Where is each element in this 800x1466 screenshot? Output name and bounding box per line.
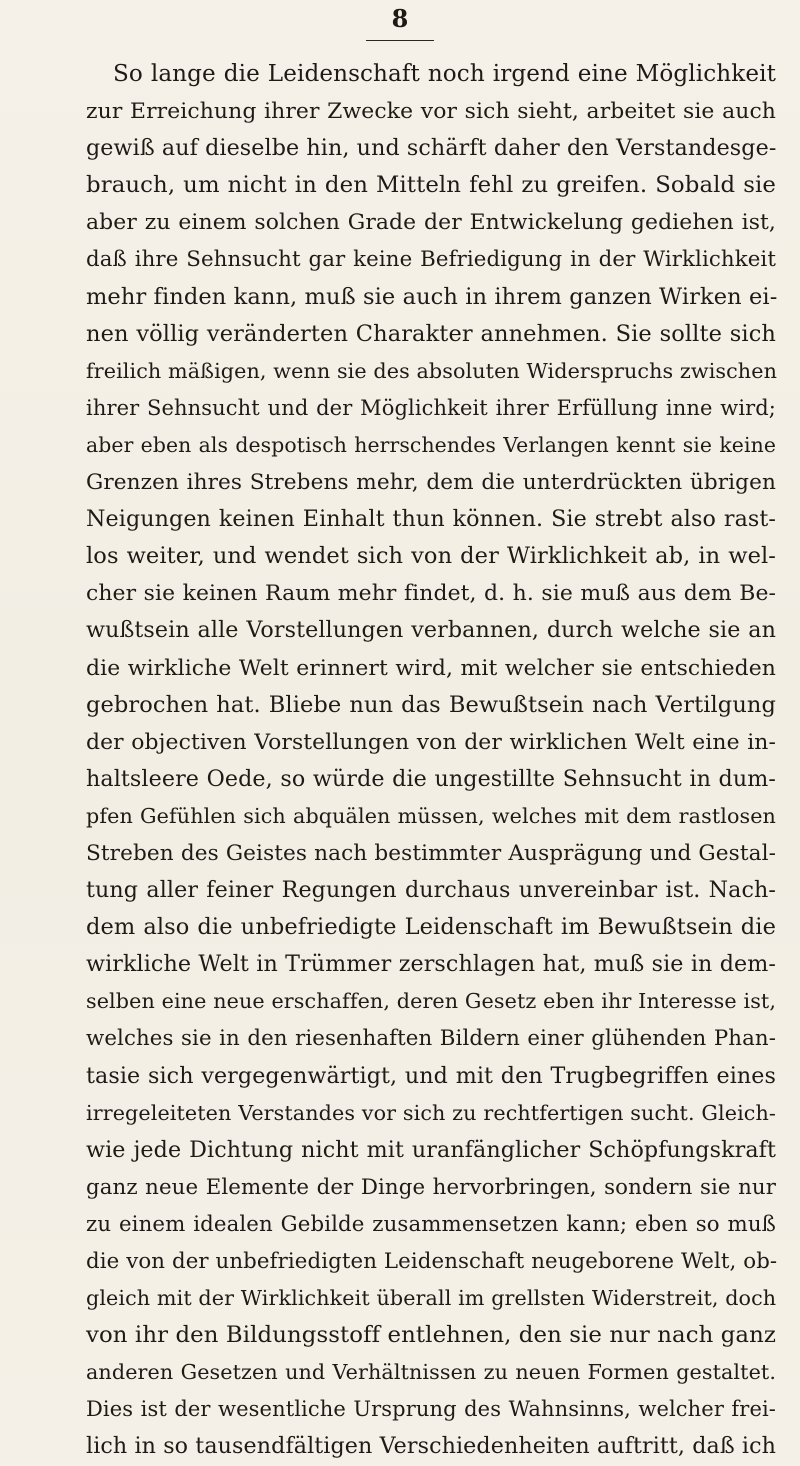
text-line: gleich mit der Wirklichkeit überall im grellsten Widerstreit, doch <box>86 1286 777 1311</box>
text-line: zu einem idealen Gebilde zusammensetzen kann; eben so muß <box>86 1211 776 1237</box>
text-line: aber zu einem solchen Grade der Entwickelung gediehen ist, <box>86 210 776 236</box>
text-line: brauch, um nicht in den Mitteln fehl zu greifen. Sobald sie <box>86 172 776 199</box>
text-line: pfen Gefühlen sich abquälen müssen, welches mit dem rastlosen <box>86 803 776 828</box>
text-line: wirkliche Welt in Trümmer zerschlagen hat, muß sie in dem- <box>86 951 776 978</box>
text-line: die von der unbefriedigten Leidenschaft neugeborene Welt, ob- <box>86 1249 778 1274</box>
text-line: los weiter, und wendet sich von der Wirklichkeit ab, in wel- <box>86 543 776 570</box>
text-line: nen völlig veränderten Charakter annehmen. Sie sollte sich <box>86 320 776 347</box>
text-line: Dies ist der wesentliche Ursprung des Wahnsinns, welcher frei- <box>86 1397 776 1422</box>
text-line: der objectiven Vorstellungen von der wirklichen Welt eine in- <box>86 729 776 755</box>
text-line: wußtsein alle Vorstellungen verbannen, durch welche sie an <box>86 617 776 644</box>
text-line: irregeleiteten Verstandes vor sich zu rechtfertigen sucht. Gleich- <box>86 1100 776 1125</box>
text-line: mehr finden kann, muß sie auch in ihrem ganzen Wirken ei- <box>86 283 778 310</box>
text-line: gewiß auf dieselbe hin, und schärft daher den Verstandesge- <box>86 135 777 162</box>
text-line: die wirkliche Welt erinnert wird, mit welcher sie entschieden <box>86 655 776 681</box>
text-line: ihrer Sehnsucht und der Möglichkeit ihrer Erfüllung inne wird; <box>86 395 776 420</box>
text-line: freilich mäßigen, wenn sie des absoluten Widerspruchs zwischen <box>86 358 777 383</box>
text-line: gebrochen hat. Bliebe nun das Bewußtsein nach Vertilgung <box>86 691 776 718</box>
page-number: 8 <box>391 4 409 33</box>
text-line: aber eben als despotisch herrschendes Verlangen kennt sie keine <box>86 432 776 457</box>
text-line: welches sie in den riesenhaften Bildern einer glühenden Phan- <box>86 1026 776 1052</box>
text-line: von ihr den Bildungsstoff entlehnen, den sie nur nach ganz <box>86 1322 776 1349</box>
text-line: selben eine neue erschaffen, deren Gesetz eben ihr Interesse ist, <box>86 989 776 1014</box>
text-line: cher sie keinen Raum mehr findet, d. h. sie muß aus dem Be- <box>86 581 776 607</box>
text-line: Streben des Geistes nach bestimmter Ausprägung und Gestal- <box>86 840 776 866</box>
text-line: tung aller feiner Regungen durchaus unvereinbar ist. Nach- <box>86 877 776 904</box>
text-line: zur Erreichung ihrer Zwecke vor sich sieht, arbeitet sie auch <box>86 99 776 125</box>
text-line: lich in so tausendfältigen Verschiedenheiten auftritt, daß ich <box>86 1433 777 1460</box>
text-line: dem also die unbefriedigte Leidenschaft im Bewußtsein die <box>86 914 776 941</box>
text-line: daß ihre Sehnsucht gar keine Befriedigung in der Wirklichkeit <box>86 247 776 273</box>
text-line: tasie sich vergegenwärtigt, und mit den Trugbegriffen eines <box>86 1062 776 1089</box>
text-line: wie jede Dichtung nicht mit uranfänglicher Schöpfungskraft <box>86 1136 776 1163</box>
text-line: ganz neue Elemente der Dinge hervorbringen, sondern sie nur <box>86 1174 776 1200</box>
text-line: Grenzen ihres Strebens mehr, dem die unterdrückten übrigen <box>86 470 776 496</box>
text-line: So lange die Leidenschaft noch irgend eine Möglichkeit <box>113 61 776 87</box>
header-rule <box>366 40 434 41</box>
text-line: Neigungen keinen Einhalt thun können. Sie strebt also rast- <box>86 506 776 533</box>
text-line: anderen Gesetzen und Verhältnissen zu neuen Formen gestaltet. <box>86 1360 776 1385</box>
text-line: haltsleere Oede, so würde die ungestillte Sehnsucht in dum- <box>86 765 776 792</box>
body-text <box>86 56 776 1466</box>
